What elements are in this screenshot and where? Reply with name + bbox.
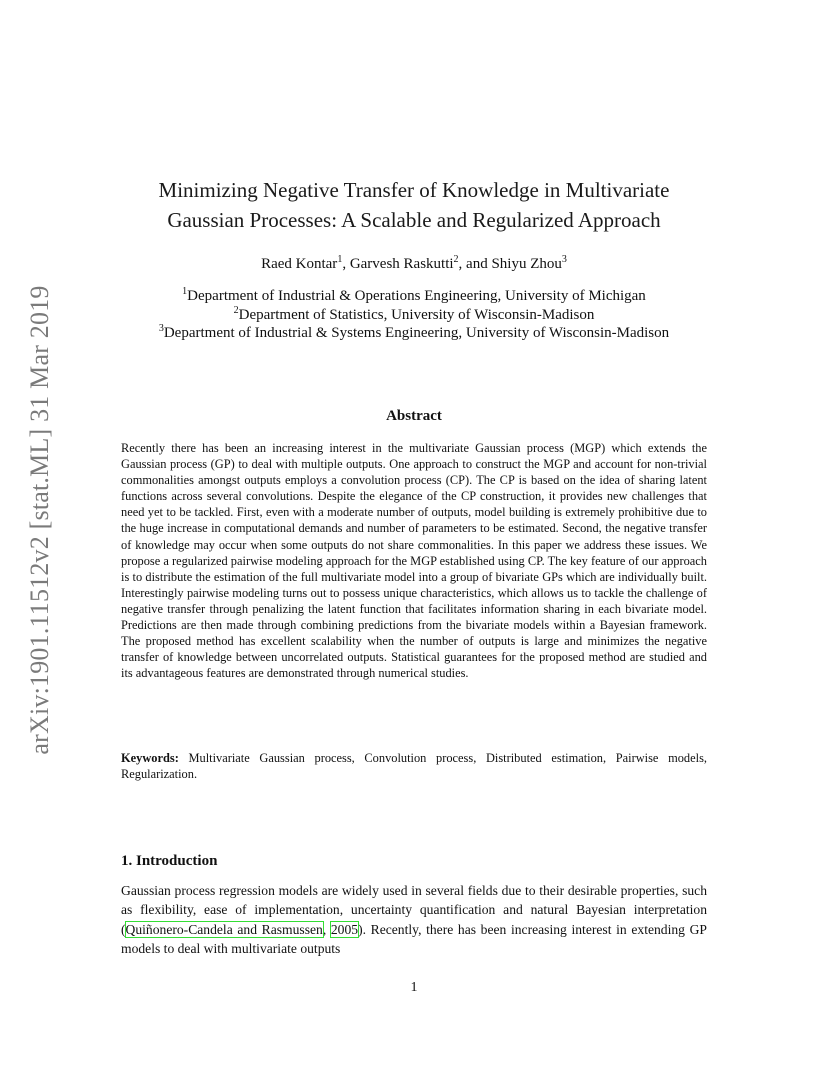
citation-separator: ,: [322, 921, 331, 937]
arxiv-identifier-stamp: arXiv:1901.11512v2 [stat.ML] 31 Mar 2019: [25, 285, 54, 755]
abstract-heading: Abstract: [386, 408, 442, 424]
affiliation-text: Department of Industrial & Operations Engineering, University of Michigan: [187, 288, 646, 304]
affiliation-text: Department of Industrial & Systems Engineering, University of Wisconsin-Madison: [163, 325, 670, 341]
citation-link-year[interactable]: 2005: [330, 921, 359, 937]
author-affil-mark: 2: [453, 254, 459, 265]
title-line-2: Gaussian Processes: A Scalable and Regularized Approach: [167, 208, 661, 232]
author-name: Shiyu Zhou: [491, 256, 562, 272]
affiliation-text: Department of Statistics, University of Wisconsin-Madison: [238, 306, 595, 323]
affiliation-mark: 2: [233, 304, 239, 316]
affiliation-mark: 1: [182, 286, 188, 297]
author-affil-mark: 1: [337, 254, 343, 265]
keywords-text: Multivariate Gaussian process, Convolution process, Distributed estimation, Pairwise models, Regularization.: [121, 751, 707, 782]
author-affil-mark: 3: [561, 254, 567, 265]
affiliation-list: [0, 287, 828, 343]
intro-text-before: Gaussian process regression models are widely used in several fields due to their desirable properties, such as flexibility, ease of implementation, uncertainty quantification and natural Bayesian interpretation (: [121, 883, 707, 937]
paper-title: [0, 175, 828, 235]
introduction-paragraph: [121, 881, 707, 958]
intro-text-after: ). Recently, there has been increasing interest in extending GP models to deal with multivariate outputs: [121, 921, 707, 956]
citation-link-authors[interactable]: Quiñonero-Candela and Rasmussen: [125, 921, 323, 937]
section-heading-introduction: 1. Introduction: [121, 853, 218, 869]
affiliation-item: [0, 287, 828, 306]
title-line-1: Minimizing Negative Transfer of Knowledge in Multivariate: [158, 178, 670, 202]
abstract-body: Recently there has been an increasing interest in the multivariate Gaussian process (MGP) which extends the Gaussian process (GP) to deal with multiple outputs. One approach to construct the MGP and account for non-trivial commonalities amongst outputs employs a convolution process (CP). The CP is based on the idea of sharing latent functions across several convolutions. Despite the elegance of the CP construction, it provides new challenges that need yet to be tackled. First, even with a moderate number of outputs, model building is extremely prohibitive due to the huge increase in computational demands and number of parameters to be estimated. Second, the negative transfer of knowledge may occur when some outputs do not share commonalities. In this paper we address these issues. We propose a regularized pairwise modeling approach for the MGP established using CP. The key feature of our approach is to distribute the estimation of the full multivariate model into a group of bivariate GPs which are individually built. Interestingly pairwise modeling turns out to possess unique characteristics, which allows us to tackle the challenge of negative transfer through penalizing the latent function that facilitates information sharing in each bivariate model. Predictions are then made through combining predictions from the bivariate models within a Bayesian framework. The proposed method has excellent scalability when the number of outputs is large and minimizes the negative transfer of knowledge between uncorrelated outputs. Statistical guarantees for the proposed method are studied and its advantageous features are demonstrated through numerical studies.: [121, 441, 707, 681]
affiliation-item: [0, 306, 828, 325]
author-separator: ,: [342, 256, 350, 272]
author-name: Garvesh Raskutti: [349, 256, 454, 272]
affiliation-mark: 3: [158, 323, 164, 334]
author-list: [0, 254, 828, 274]
affiliation-item: [0, 324, 828, 343]
author-separator: , and: [458, 256, 492, 272]
keywords-paragraph: [121, 750, 707, 782]
keywords-label: Keywords:: [121, 751, 179, 765]
author-name: Raed Kontar: [261, 256, 338, 272]
page-number: 1: [410, 980, 418, 995]
